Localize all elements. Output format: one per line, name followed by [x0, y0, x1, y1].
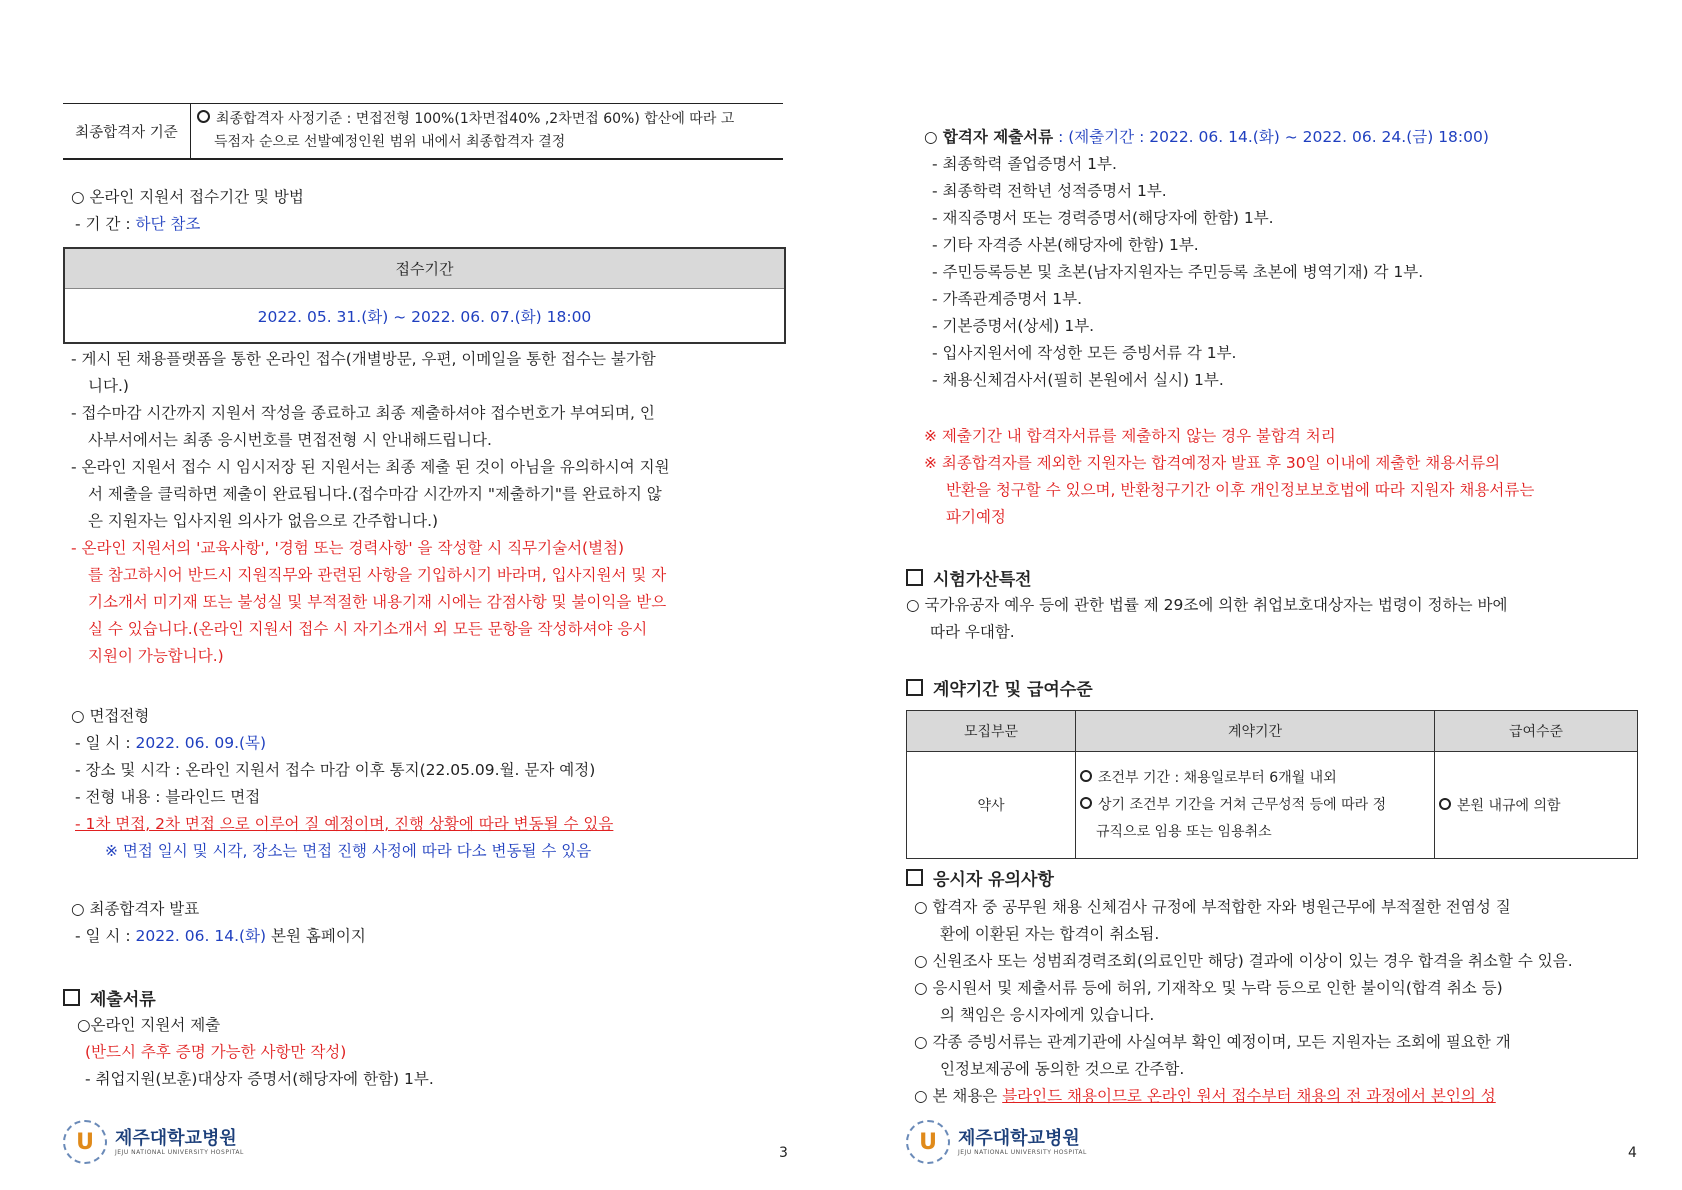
- hospital-emblem-icon: U: [63, 1120, 107, 1164]
- contract-period-line-1: 조건부 기간 : 채용일로부터 6개월 내외: [1098, 769, 1337, 786]
- pass-doc-item-4: - 기타 자격증 사본(해당자에 한함) 1부.: [932, 236, 1199, 254]
- caution-line-7: 인정보제공에 동의한 것으로 간주함.: [940, 1060, 1185, 1078]
- interview-content: - 전형 내용 : 블라인드 면접: [75, 788, 261, 806]
- contract-header-dept: 모집부문: [907, 711, 1076, 752]
- criteria-line-2: 득점자 순으로 선발예정인원 범위 내에서 최종합격자 결정: [214, 134, 566, 150]
- pass-doc-item-7: - 기본증명서(상세) 1부.: [932, 317, 1095, 335]
- pass-docs-heading-line: ○ 합격자 제출서류 : (제출기간 : 2022. 06. 14.(화) ~ 2022. 06. 24.(금) 18:00): [924, 128, 1489, 146]
- online-note-4: 사부서에서는 최종 응시번호를 면접전형 시 안내해드립니다.: [88, 431, 492, 449]
- pass-red-note-3: 반환을 청구할 수 있으며, 반환청구기간 이후 개인정보보호법에 따라 지원자 채용서류는: [946, 481, 1535, 499]
- docs-red-note: (반드시 추후 증명 가능한 사항만 작성): [85, 1043, 347, 1061]
- page-number: 3: [779, 1145, 788, 1161]
- pass-doc-item-2: - 최종학력 전학년 성적증명서 1부.: [932, 182, 1167, 200]
- docs-section-title: 제출서류: [63, 985, 156, 1010]
- checkbox-square-icon: [63, 989, 80, 1006]
- pass-red-note-4: 파기예정: [946, 508, 1006, 526]
- contract-period-line-2: 상기 조건부 기간을 거쳐 근무성적 등에 따라 정: [1098, 796, 1387, 813]
- online-note-6: 서 제출을 클릭하면 제출이 완료됩니다.(접수마감 시간까지 "제출하기"를 완료하지 않: [88, 485, 662, 503]
- criteria-line-1: 최종합격자 사정기준 : 면접전형 100%(1차면접40% ,2차면접 60%) 합산에 따라 고: [216, 111, 735, 127]
- pass-red-note-1: ※ 제출기간 내 합격자서류를 제출하지 않는 경우 불합격 처리: [924, 427, 1336, 445]
- contract-table: [906, 710, 1638, 859]
- online-note-3: - 접수마감 시간까지 지원서 작성을 종료하고 최종 제출하셔야 접수번호가 부여되며, 인: [71, 404, 655, 422]
- caution-line-6: ○ 각종 증빙서류는 관계기관에 사실여부 확인 예정이며, 모든 지원자는 조회에 필요한 개: [914, 1033, 1511, 1051]
- interview-place: - 장소 및 시각 : 온라인 지원서 접수 마감 이후 통지(22.05.09.월. 문자 예정): [75, 761, 596, 779]
- page-3: [63, 0, 823, 1190]
- pass-doc-item-6: - 가족관계증명서 1부.: [932, 290, 1083, 308]
- online-note-5: - 온라인 지원서 접수 시 임시저장 된 지원서는 최종 제출 된 것이 아님을 유의하시여 지원: [71, 458, 670, 476]
- online-note-2: 니다.): [88, 377, 129, 395]
- online-red-note-2: 를 참고하시어 반드시 지원직무와 관련된 사항을 기입하시기 바라며, 입사지원서 및 자: [88, 566, 667, 584]
- circle-icon: [1080, 797, 1092, 809]
- caution-line-3: ○ 신원조사 또는 성범죄경력조회(의료인만 해당) 결과에 이상이 있는 경우 합격을 취소할 수 있음.: [914, 952, 1573, 970]
- hospital-emblem-icon: U: [906, 1120, 950, 1164]
- caution-line-8: ○ 본 채용은 블라인드 채용이므로 온라인 원서 접수부터 채용의 전 과정에서 본인의 성: [914, 1087, 1496, 1105]
- caution-line-4: ○ 응시원서 및 제출서류 등에 허위, 기재착오 및 누락 등으로 인한 불이익(합격 취소 등): [914, 979, 1503, 997]
- caution-section-title: 응시자 유의사항: [906, 865, 1054, 890]
- contract-salary: 본원 내규에 의함: [1457, 798, 1561, 814]
- reception-period-table: [63, 247, 786, 344]
- page-number: 4: [1628, 1145, 1637, 1161]
- logo-english-text: JEJU NATIONAL UNIVERSITY HOSPITAL: [115, 1148, 244, 1156]
- caution-line-5: 의 책임은 응시자에게 있습니다.: [940, 1006, 1155, 1024]
- page-4: [906, 0, 1666, 1190]
- bonus-section-title: 시험가산특전: [906, 565, 1032, 590]
- criteria-label: 최종합격자 기준: [63, 104, 191, 160]
- caution-line-1: ○ 합격자 중 공무원 채용 신체검사 규정에 부적합한 자와 병원근무에 부적절한 전염성 질: [914, 898, 1511, 916]
- bonus-line-1: ○ 국가유공자 예우 등에 관한 법률 제 29조에 의한 취업보호대상자는 법령이 정하는 바에: [906, 596, 1508, 614]
- reception-period-value: 2022. 05. 31.(화) ~ 2022. 06. 07.(화) 18:00: [257, 307, 592, 326]
- circle-icon: [197, 110, 210, 123]
- checkbox-square-icon: [906, 869, 923, 886]
- pass-doc-item-5: - 주민등록등본 및 초본(남자지원자는 주민등록 초본에 병역기재) 각 1부.: [932, 263, 1424, 281]
- pass-doc-item-8: - 입사지원서에 작성한 모든 증빙서류 각 1부.: [932, 344, 1237, 362]
- contract-section-title: 계약기간 및 급여수준: [906, 675, 1093, 700]
- online-red-note-1: - 온라인 지원서의 '교육사항', '경험 또는 경력사항' 을 작성할 시 직무기술서(별첨): [71, 539, 625, 557]
- contract-header-salary: 급여수준: [1435, 711, 1638, 752]
- hospital-logo: [906, 1120, 1087, 1164]
- bonus-line-2: 따라 우대함.: [930, 623, 1015, 641]
- checkbox-square-icon: [906, 569, 923, 586]
- announce-date: - 일 시 : 2022. 06. 14.(화) 본원 홈페이지: [75, 927, 366, 945]
- pass-red-note-2: ※ 최종합격자를 제외한 지원자는 합격예정자 발표 후 30일 이내에 제출한 채용서류의: [924, 454, 1501, 472]
- caution-line-2: 환에 이환된 자는 합격이 취소됨.: [940, 925, 1160, 943]
- online-note-1: - 게시 된 채용플랫폼을 통한 온라인 접수(개별방문, 우편, 이메일을 통한 접수는 불가함: [71, 350, 656, 368]
- logo-english-text: JEJU NATIONAL UNIVERSITY HOSPITAL: [958, 1148, 1087, 1156]
- checkbox-square-icon: [906, 679, 923, 696]
- docs-item: - 취업지원(보훈)대상자 증명서(해당자에 한함) 1부.: [85, 1070, 434, 1088]
- reception-table-header: 접수기간: [64, 248, 785, 289]
- circle-icon: [1080, 770, 1092, 782]
- interview-red-note: - 1차 면접, 2차 면접 으로 이루어 질 예정이며, 진행 상황에 따라 변동될 수 있음: [75, 815, 614, 833]
- pass-doc-item-9: - 채용신체검사서(필히 본원에서 실시) 1부.: [932, 371, 1224, 389]
- contract-period-line-3: 규직으로 임용 또는 임용취소: [1096, 823, 1272, 840]
- interview-date: - 일 시 : 2022. 06. 09.(목): [75, 734, 267, 752]
- criteria-table: [63, 103, 783, 160]
- online-heading: ○ 온라인 지원서 접수기간 및 방법: [71, 188, 304, 206]
- interview-blue-note: ※ 면접 일시 및 시각, 장소는 면접 진행 사정에 따라 다소 변동될 수 있음: [105, 842, 592, 860]
- online-red-note-3: 기소개서 미기재 또는 불성실 및 부적절한 내용기재 시에는 감점사항 및 불이익을 받으: [88, 593, 667, 611]
- logo-korean-text: 제주대학교병원: [958, 1127, 1080, 1149]
- circle-icon: [1439, 798, 1451, 810]
- pass-doc-item-1: - 최종학력 졸업증명서 1부.: [932, 155, 1117, 173]
- contract-dept: 약사: [907, 752, 1076, 859]
- online-period: - 기 간 : 하단 참조: [75, 215, 201, 233]
- interview-heading: ○ 면접전형: [71, 707, 150, 725]
- online-red-note-4: 실 수 있습니다.(온라인 지원서 접수 시 자기소개서 외 모든 문항을 작성하셔야 응시: [88, 620, 648, 638]
- pass-doc-item-3: - 재직증명서 또는 경력증명서(해당자에 한함) 1부.: [932, 209, 1274, 227]
- online-note-7: 은 지원자는 입사지원 의사가 없음으로 간주합니다.): [88, 512, 439, 530]
- contract-header-period: 계약기간: [1076, 711, 1435, 752]
- docs-sub: ○온라인 지원서 제출: [77, 1016, 221, 1034]
- hospital-logo: [63, 1120, 244, 1164]
- online-red-note-5: 지원이 가능합니다.): [88, 647, 224, 665]
- logo-korean-text: 제주대학교병원: [115, 1127, 237, 1149]
- announce-heading: ○ 최종합격자 발표: [71, 900, 200, 918]
